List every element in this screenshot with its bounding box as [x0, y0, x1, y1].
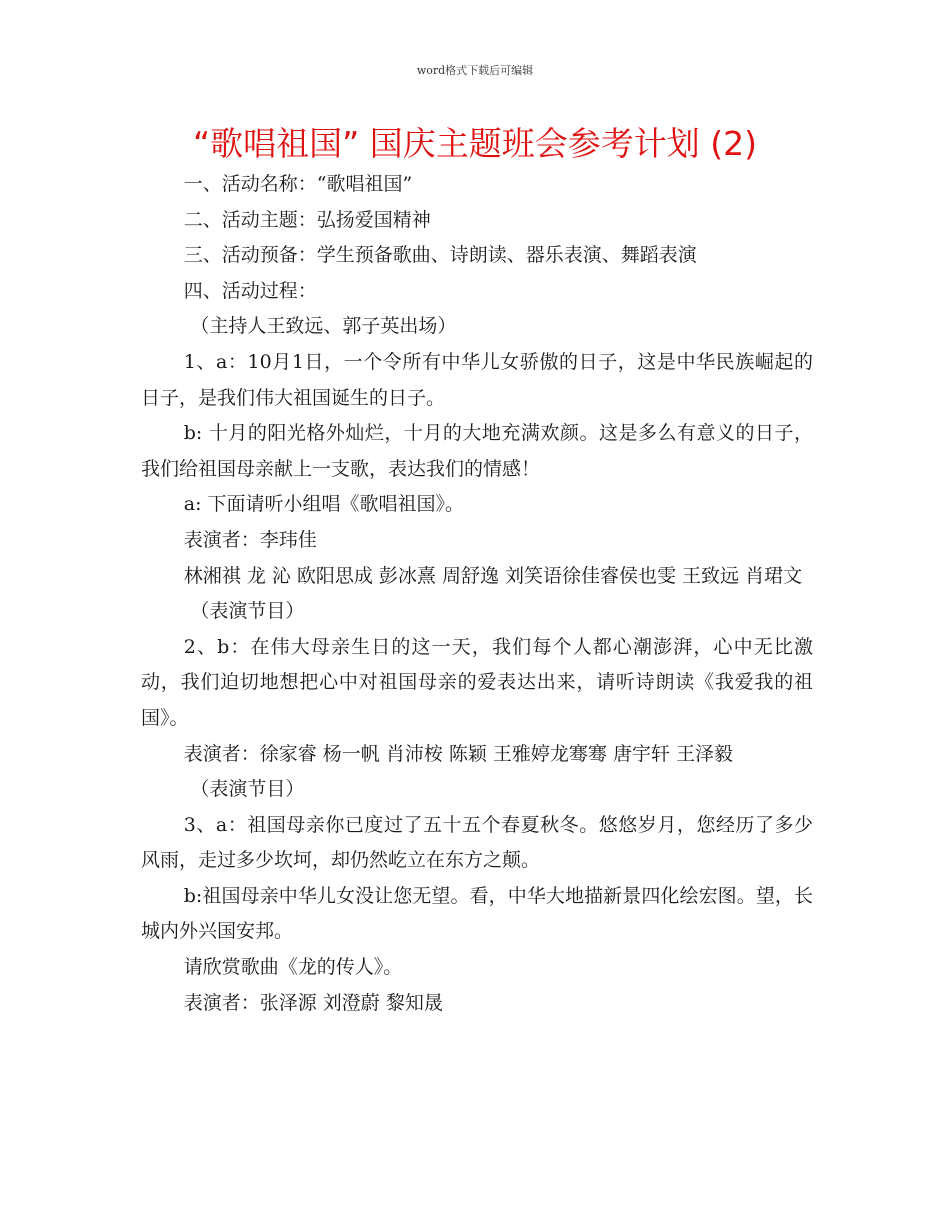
paragraph-performers-1: 表演者：李玮佳 [183, 528, 317, 551]
header-note: word格式下载后可编辑 [416, 64, 534, 77]
paragraph-part-3-a: 3、a：祖国母亲你已度过了五十五个春夏秋冬。悠悠岁月，您经历了多少风雨，走过多少坎坷，却仍然屹立在东方之颠。 [141, 813, 813, 872]
paragraph-activity-preparation: 三、活动预备：学生预备歌曲、诗朗读、器乐表演、舞蹈表演 [183, 244, 697, 267]
paragraph-part-2-b: 2、b：在伟大母亲生日的这一天，我们每个人都心潮澎湃，心中无比激动，我们迫切地想把心中对祖国母亲的爱表达出来，请听诗朗读《我爱我的祖国》。 [141, 635, 813, 729]
paragraph-performance-2: （表演节目） [190, 778, 305, 801]
paragraph-performers-3: 表演者：张泽源 刘澄蔚 黎知晟 [183, 991, 443, 1014]
paragraph-performers-1-list: 林湘祺 龙 沁 欧阳思成 彭冰熹 周舒逸 刘笑语徐佳睿侯也雯 王致远 肖珺文 [183, 564, 803, 587]
paragraph-song-intro: 请欣赏歌曲《龙的传人》。 [183, 956, 403, 979]
paragraph-part-1-a: 1、a：10月1日，一个令所有中华儿女骄傲的日子，这是中华民族崛起的日子，是我们伟大祖国诞生的日子。 [141, 350, 813, 409]
paragraph-hosts: （主持人王致远、郭子英出场） [190, 315, 457, 338]
paragraph-performance-1: （表演节目） [190, 600, 305, 623]
paragraph-part-1-b: b: 十月的阳光格外灿烂，十月的大地充满欢颜。这是多么有意义的日子，我们给祖国母亲献上一支歌，表达我们的情感！ [141, 422, 813, 480]
document-title: “歌唱祖国” 国庆主题班会参考计划 (2) [193, 124, 757, 163]
paragraph-performers-2: 表演者：徐家睿 杨一帆 肖沛桉 陈颖 王雅婷龙骞骞 唐宇轩 王泽毅 [183, 742, 733, 765]
paragraph-activity-process: 四、活动过程： [183, 279, 317, 302]
document-body [141, 167, 813, 1021]
paragraph-part-3-b: b:祖国母亲中华儿女没让您无望。看，中华大地描新景四化绘宏图。望，长城内外兴国安邦。 [141, 884, 813, 943]
paragraph-activity-name: 一、活动名称：“歌唱祖国” [183, 173, 413, 195]
paragraph-part-1-a-intro: a: 下面请听小组唱《歌唱祖国》。 [183, 493, 465, 516]
paragraph-activity-theme: 二、活动主题：弘扬爱国精神 [183, 208, 431, 231]
